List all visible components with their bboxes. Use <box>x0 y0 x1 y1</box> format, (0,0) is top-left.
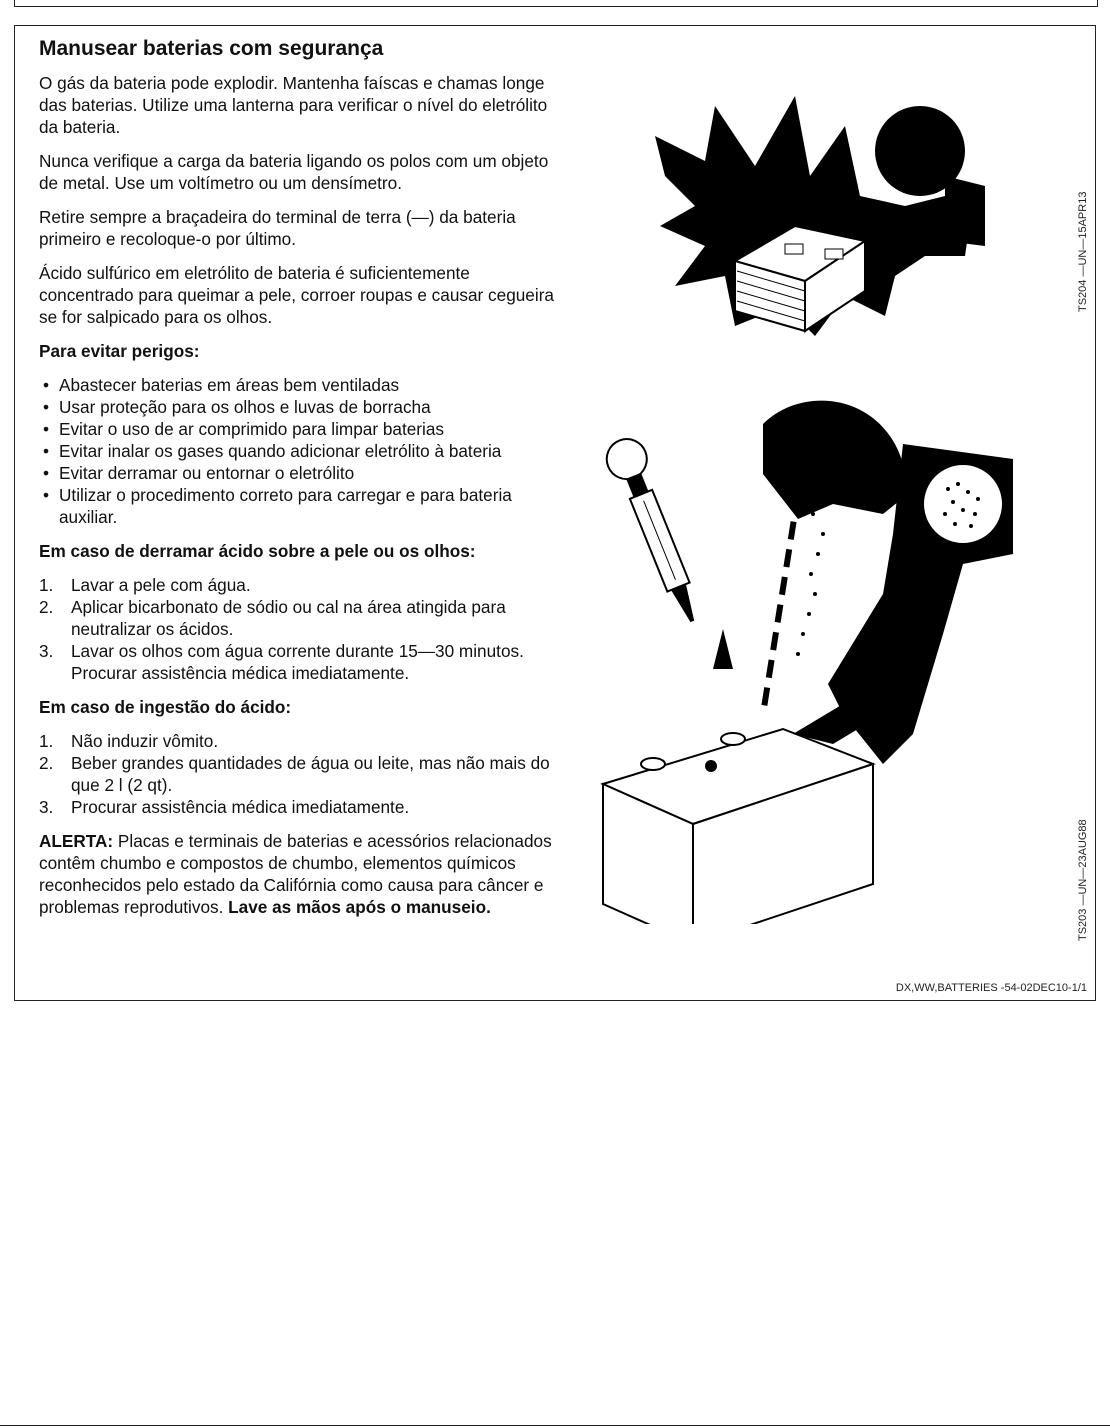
step-text: Beber grandes quantidades de água ou leite, mas não mais do que 2 l (2 qt). <box>71 753 550 795</box>
list-item <box>39 574 559 596</box>
alert-paragraph <box>39 830 559 918</box>
battery-explosion-icon <box>645 66 1005 356</box>
step-text: Não induzir vômito. <box>71 731 219 751</box>
battery-acid-hydrometer-icon <box>583 384 1013 924</box>
intro-paragraph: Retire sempre a braçadeira do terminal de terra (—) da bateria primeiro e recoloque-o por último. <box>39 207 516 249</box>
skin-eye-heading: Em caso de derramar ácido sobre a pele ou os olhos: <box>39 541 476 561</box>
safety-panel <box>14 25 1096 1001</box>
list-item: • Abastecer baterias em áreas bem ventiladas <box>39 374 559 396</box>
list-item <box>39 640 559 684</box>
ingestion-heading: Em caso de ingestão do ácido: <box>39 697 292 717</box>
step-number: 3. <box>39 641 54 661</box>
step-text: Procurar assistência médica imediatamente. <box>71 797 410 817</box>
list-item: • Usar proteção para os olhos e luvas de borracha <box>39 396 559 418</box>
skin-eye-steps <box>39 574 559 684</box>
page-bottom-divider <box>0 1425 1110 1426</box>
figure-code-label: TS204 —UN—15APR13 <box>1077 191 1089 312</box>
step-number: 2. <box>39 597 54 617</box>
list-item: • Evitar derramar ou entornar o eletrólito <box>39 462 559 484</box>
alert-emphasis: Lave as mãos após o manuseio. <box>228 897 491 917</box>
intro-paragraph: O gás da bateria pode explodir. Mantenha faíscas e chamas longe das baterias. Utilize uma lanterna para verificar o nível do eletrólito da bateria. <box>39 73 548 137</box>
list-item <box>39 752 559 796</box>
step-text: Aplicar bicarbonato de sódio ou cal na área atingida para neutralizar os ácidos. <box>71 597 506 639</box>
list-item: • Utilizar o procedimento correto para carregar e para bateria auxiliar. <box>39 484 559 528</box>
list-item <box>39 730 559 752</box>
document-reference: DX,WW,BATTERIES -54-02DEC10-1/1 <box>895 982 1087 994</box>
step-number: 1. <box>39 575 54 595</box>
alert-text: Placas e terminais de baterias e acessórios relacionados contêm chumbo e compostos de chumbo, elementos químicos reconhecidos pelo estado da Califórnia como causa para câncer e problemas reprodutivos. <box>39 831 552 917</box>
list-item: • Evitar inalar os gases quando adicionar eletrólito à bateria <box>39 440 559 462</box>
section-title: Manusear baterias com segurança <box>39 37 384 60</box>
ingestion-steps <box>39 730 559 818</box>
step-number: 2. <box>39 753 54 773</box>
previous-section-box <box>14 0 1098 7</box>
safety-text <box>39 36 559 930</box>
intro-paragraph: Nunca verifique a carga da bateria ligando os polos com um objeto de metal. Use um voltímetro ou um densímetro. <box>39 151 549 193</box>
step-number: 1. <box>39 731 54 751</box>
avoid-list <box>39 374 559 528</box>
avoid-heading: Para evitar perigos: <box>39 341 200 361</box>
list-item <box>39 796 559 818</box>
intro-paragraph: Ácido sulfúrico em eletrólito de bateria é suficientemente concentrado para queimar a pele, corroer roupas e causar cegueira se for salpicado para os olhos. <box>39 263 554 327</box>
step-number: 3. <box>39 797 54 817</box>
alert-label: ALERTA: <box>39 831 114 851</box>
step-text: Lavar os olhos com água corrente durante 15—30 minutos. Procurar assistência médica imediatamente. <box>71 641 524 683</box>
list-item <box>39 596 559 640</box>
figure-code-label: TS203 —UN—23AUG88 <box>1077 819 1089 941</box>
step-text: Lavar a pele com água. <box>71 575 251 595</box>
list-item: • Evitar o uso de ar comprimido para limpar baterias <box>39 418 559 440</box>
